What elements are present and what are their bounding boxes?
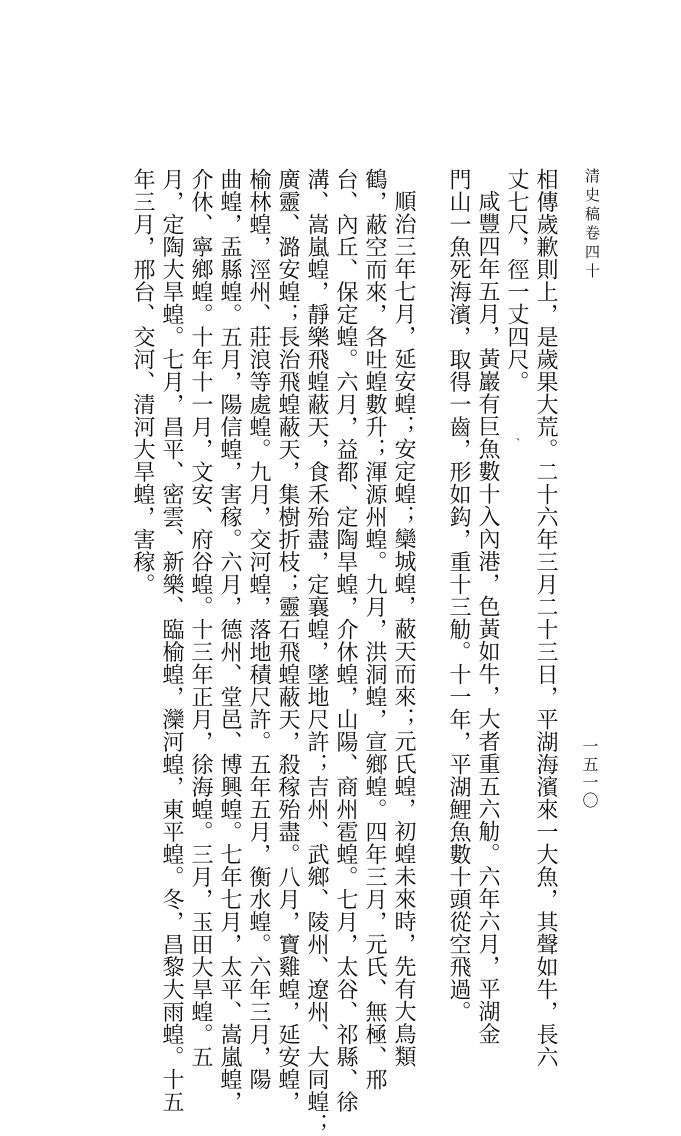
text-column: 年三月，邢台、交河、清河大旱蝗，害稼。 <box>130 168 155 596</box>
text-column: 廣靈、潞安蝗；長治飛蝗蔽天，集樹折枝；靈石飛蝗蔽天，殺稼殆盡。八月，寶雞蝗，延安蝗， <box>275 168 300 1113</box>
text-column: 溝、嵩嵐蝗，靜樂飛蝗蔽天，食禾殆盡，定襄蝗，墜地尺許；吉州、武鄉、陵州、遼州、大同蝗； <box>304 168 329 1136</box>
text-column: 相傳歲歉則上，是歲果大荒。二十六年三月二十三日，平湖海濱來一大魚，其聲如牛，長六 <box>533 168 558 1068</box>
text-column: 鶴，蔽空而來，各吐蝗數升；渾源州蝗。九月，洪洞蝗，宣鄉蝗。四年三月，元氏、無極、邢 <box>362 168 387 1091</box>
page-number: 一五一〇 <box>580 738 599 810</box>
text-column: 台、內丘、保定蝗。六月，益都、定陶旱蝗，介休蝗，山陽、商州雹蝗。七月，太谷、祁縣、徐 <box>333 168 358 1113</box>
text-column: 介休、寧鄉蝗。十年十一月，文安、府谷蝗。十三年正月，徐海蝗。三月，玉田大旱蝗。五 <box>188 168 213 1068</box>
text-column: 曲蝗，盂縣蝗。五月，陽信蝗，害稼。六月，德州、堂邑、博興蝗。七年七月，太平、嵩嵐蝗， <box>217 168 242 1113</box>
text-column: 月，定陶大旱蝗。七月，昌平、密雲、新樂、臨榆蝗，灤河蝗，東平蝗。冬，昌黎大雨蝗。十五 <box>159 168 184 1113</box>
text-column: 咸豐四年五月，黃巖有巨魚數十入內港，色黃如牛，大者重五六觔。六年六月，平湖金 <box>475 190 500 1045</box>
text-column: 丈七尺，徑一丈四尺。 <box>504 168 529 393</box>
stray-mark: 、 <box>516 432 526 443</box>
text-column: 榆林蝗，涇州、莊浪等處蝗。九月，交河蝗，落地積尺許。五年五月，衡水蝗。六年三月，陽 <box>246 168 271 1091</box>
running-header: 清史稿卷四十 <box>583 168 601 282</box>
text-column: 順治三年七月，延安蝗；安定蝗；欒城蝗，蔽天而來；元氏蝗，初蝗未來時，先有大鳥類 <box>391 190 416 1068</box>
text-column: 門山一魚死海濱，取得一齒，形如鈎，重十三觔。十一年，平湖鯉魚數十頭從空飛過。 <box>446 168 471 1023</box>
